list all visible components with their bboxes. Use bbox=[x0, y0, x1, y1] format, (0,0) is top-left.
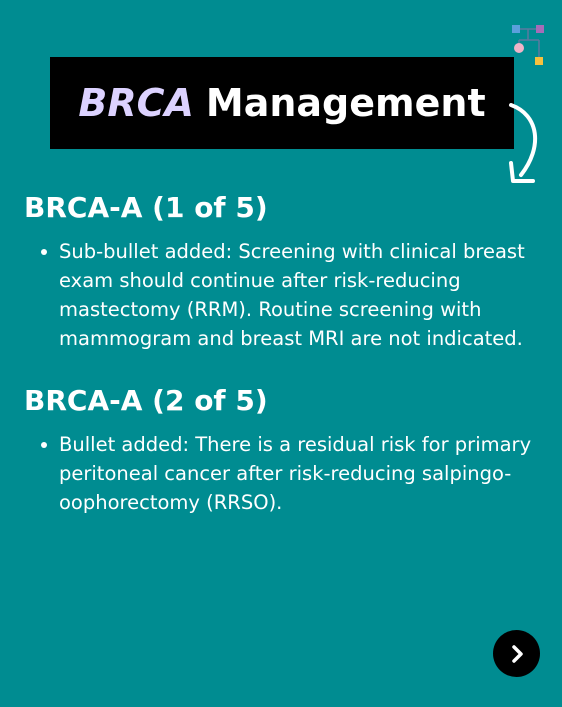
title-banner bbox=[50, 57, 514, 149]
section-brca-a-1 bbox=[24, 191, 544, 353]
page-title bbox=[78, 81, 485, 125]
title-italic-text: BRCA bbox=[78, 81, 194, 125]
list-item: Sub-bullet added: Screening with clinical breast exam should continue after risk-reducing mastectomy (RRM). Routine screening with mammogram and breast MRI are not indicated. bbox=[59, 237, 544, 353]
next-button[interactable] bbox=[493, 630, 540, 677]
section-brca-a-2 bbox=[24, 384, 544, 517]
section-heading: BRCA-A (2 of 5) bbox=[24, 384, 268, 417]
title-main-text: Management bbox=[205, 81, 486, 125]
org-tree-icon bbox=[509, 22, 547, 68]
bullet-list bbox=[24, 430, 544, 517]
bullet-list bbox=[24, 237, 544, 353]
list-item: Bullet added: There is a residual risk for primary peritoneal cancer after risk-reducing salpingo-oophorectomy (RRSO). bbox=[59, 430, 544, 517]
curved-arrow-icon bbox=[503, 97, 547, 189]
section-heading: BRCA-A (1 of 5) bbox=[24, 191, 268, 224]
chevron-right-icon bbox=[506, 643, 528, 665]
